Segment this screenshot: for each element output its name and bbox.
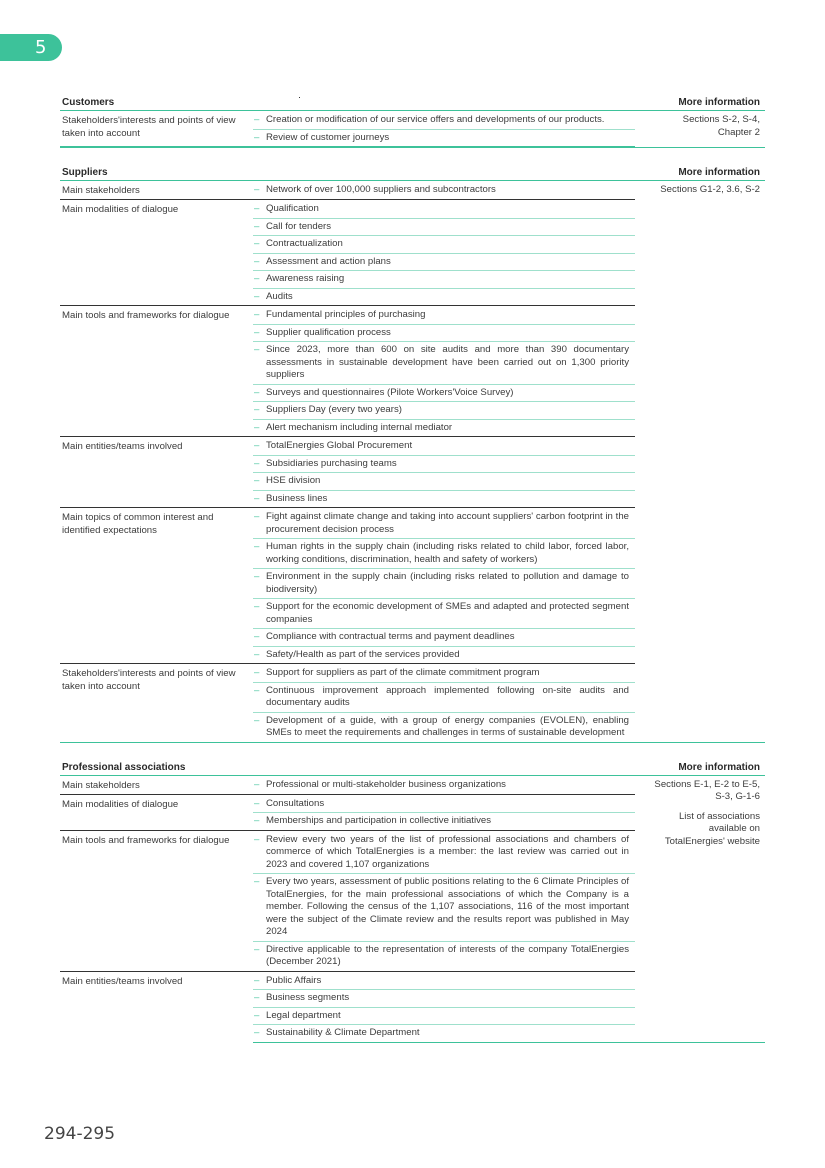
list-item: – Subsidiaries purchasing teams bbox=[253, 456, 635, 474]
list-item: – Assessment and action plans bbox=[253, 254, 635, 272]
list-item: – Surveys and questionnaires (Pilote Workers'Voice Survey) bbox=[253, 385, 635, 403]
row-label: Main modalities of dialogue bbox=[62, 204, 179, 215]
list-item: – Public Affairs bbox=[253, 973, 635, 991]
list-item: – Legal department bbox=[253, 1008, 635, 1026]
list-item: – Development of a guide, with a group of energy companies (EVOLEN), enabling SMEs to meet the requirements and challenges in terms of sustainable development bbox=[253, 713, 635, 742]
list-item: – Environment in the supply chain (including risks related to pollution and damage to biodiversity) bbox=[253, 569, 635, 599]
section-title: Suppliers bbox=[62, 167, 108, 178]
row-label: Main tools and frameworks for dialogue bbox=[62, 834, 230, 846]
table-row bbox=[60, 795, 635, 831]
list-item: – Review of customer journeys bbox=[253, 130, 635, 147]
section-header bbox=[60, 762, 765, 776]
more-info-cell bbox=[635, 181, 765, 742]
table-row bbox=[60, 437, 635, 508]
section-suppliers bbox=[60, 167, 765, 743]
more-info-cell bbox=[635, 776, 765, 1042]
row-label: Main modalities of dialogue bbox=[62, 798, 179, 810]
table-row bbox=[60, 664, 635, 742]
list-item: – Network of over 100,000 suppliers and subcontractors bbox=[253, 182, 635, 199]
list-item: – Review every two years of the list of professional associations and chambers of commerce of which TotalEnergies is a member: the last review was carried out in 2023 and covered 1,107 organizations bbox=[253, 832, 635, 875]
row-label: Main stakeholders bbox=[62, 779, 140, 791]
table-row bbox=[60, 831, 635, 972]
section-bottom-rule bbox=[60, 742, 765, 743]
more-info-heading: More information bbox=[678, 167, 760, 178]
more-info-text: Sections E-1, E-2 to E-5, S-3, G-1-6 bbox=[654, 778, 760, 802]
list-item: – Every two years, assessment of public positions relating to the 6 Climate Principles of TotalEnergies, for the main professional associations of which the Company is a member. Following the census of the 1,107 associations, 116 of the most important were the subject of the Climate review and the results report was published in May 2024 bbox=[253, 874, 635, 942]
list-item: – Safety/Health as part of the services provided bbox=[253, 647, 635, 664]
row-label: Stakeholders'interests and points of view taken into account bbox=[62, 115, 236, 139]
row-label: Main entities/teams involved bbox=[62, 975, 183, 987]
table-row bbox=[60, 508, 635, 664]
section-customers bbox=[60, 97, 765, 148]
row-label: Main entities/teams involved bbox=[62, 441, 183, 452]
section-title: Customers bbox=[62, 97, 115, 108]
list-item: – Alert mechanism including internal mediator bbox=[253, 420, 635, 437]
section-bottom-rule bbox=[253, 1042, 765, 1043]
list-item: – Supplier qualification process bbox=[253, 325, 635, 343]
section-title: Professional associations bbox=[62, 761, 186, 773]
more-info-heading: More information bbox=[678, 761, 760, 773]
list-item: – TotalEnergies Global Procurement bbox=[253, 438, 635, 456]
list-item: – Support for the economic development of SMEs and adapted and protected segment companies bbox=[253, 599, 635, 629]
list-item: – Professional or multi-stakeholder business organizations bbox=[253, 777, 635, 794]
list-item: – Memberships and participation in collective initiatives bbox=[253, 813, 635, 830]
table-row bbox=[60, 200, 635, 306]
stakeholder-tables bbox=[60, 97, 765, 1062]
list-item: – Fundamental principles of purchasing bbox=[253, 307, 635, 325]
list-item: – Suppliers Day (every two years) bbox=[253, 402, 635, 420]
section-header bbox=[60, 97, 765, 111]
chapter-number: 5 bbox=[35, 37, 47, 58]
list-item: – Since 2023, more than 600 on site audits and more than 390 documentary assessments in sustainable development have been carried out on 1,300 priority suppliers bbox=[253, 342, 635, 385]
more-info-heading: More information bbox=[678, 97, 760, 108]
more-info-link-text: List of associations available on TotalEnergies' website bbox=[664, 810, 760, 847]
row-label: Main topics of common interest and identified expectations bbox=[62, 512, 214, 536]
table-row bbox=[60, 306, 635, 437]
list-item: – Continuous improvement approach implemented following on-site audits and documentary audits bbox=[253, 683, 635, 713]
row-label: Main tools and frameworks for dialogue bbox=[62, 310, 230, 321]
list-item: – Fight against climate change and taking into account suppliers' carbon footprint in the procurement decision process bbox=[253, 509, 635, 539]
table-row bbox=[60, 111, 635, 147]
list-item: – Consultations bbox=[253, 796, 635, 814]
table-row bbox=[60, 181, 635, 200]
row-label: Main stakeholders bbox=[62, 185, 140, 196]
list-item: – Qualification bbox=[253, 201, 635, 219]
list-item: – HSE division bbox=[253, 473, 635, 491]
row-label: Stakeholders'interests and points of view taken into account bbox=[62, 668, 236, 692]
section-bottom-rule bbox=[60, 147, 765, 148]
table-row bbox=[60, 776, 635, 795]
more-info-text: Sections S-2, S-4, Chapter 2 bbox=[682, 114, 760, 138]
chapter-tab bbox=[0, 34, 62, 61]
list-item: – Business segments bbox=[253, 990, 635, 1008]
list-item: – Support for suppliers as part of the climate commitment program bbox=[253, 665, 635, 683]
list-item: – Call for tenders bbox=[253, 219, 635, 237]
more-info-cell bbox=[635, 111, 765, 147]
list-item: – Sustainability & Climate Department bbox=[253, 1025, 635, 1042]
more-info-text: Sections G1-2, 3.6, S-2 bbox=[660, 184, 760, 195]
list-item: – Business lines bbox=[253, 491, 635, 508]
list-item: – Contractualization bbox=[253, 236, 635, 254]
section-header bbox=[60, 167, 765, 181]
list-item: – Directive applicable to the representation of interests of the company TotalEnergies (December 2021) bbox=[253, 942, 635, 971]
list-item: – Creation or modification of our service offers and developments of our products. bbox=[253, 112, 635, 130]
list-item: – Awareness raising bbox=[253, 271, 635, 289]
list-item: – Compliance with contractual terms and payment deadlines bbox=[253, 629, 635, 647]
list-item: – Audits bbox=[253, 289, 635, 306]
page-number: 294-295 bbox=[44, 1124, 116, 1144]
table-row bbox=[60, 972, 635, 1042]
list-item: – Human rights in the supply chain (including risks related to child labor, forced labor, working conditions, discrimination, health and safety of workers) bbox=[253, 539, 635, 569]
section-professional-associations bbox=[60, 762, 765, 1043]
